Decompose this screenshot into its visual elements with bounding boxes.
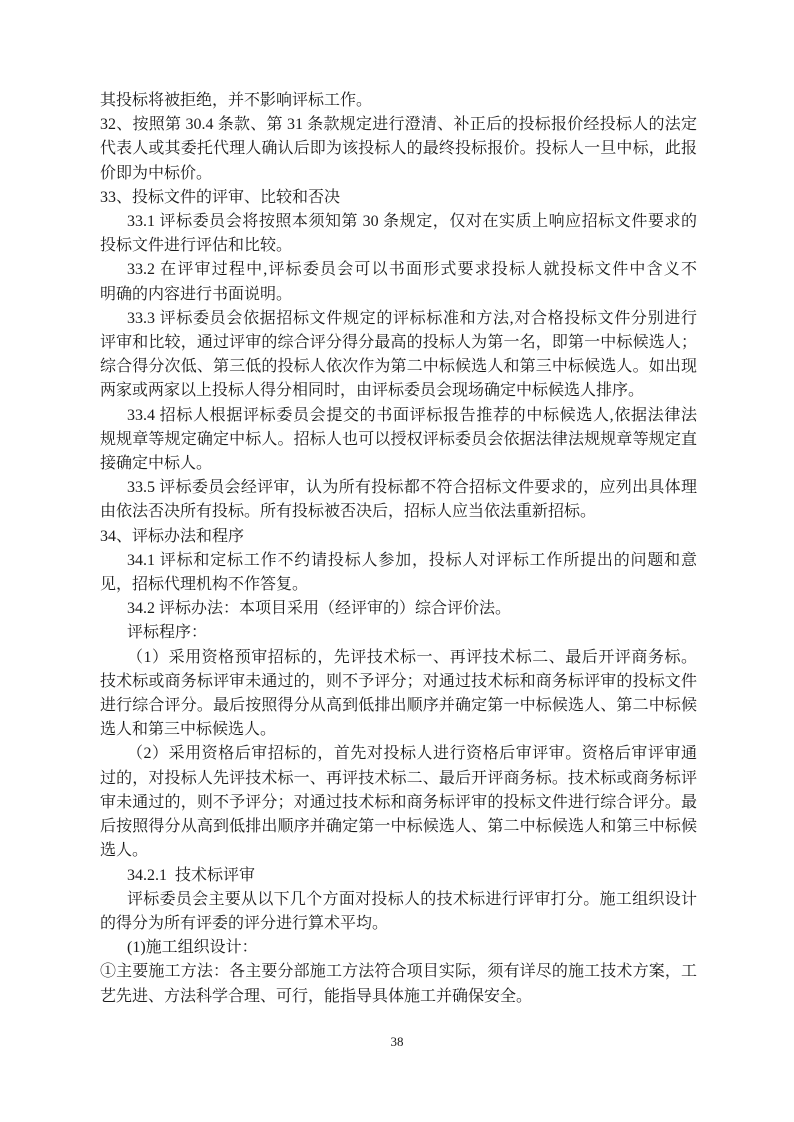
doc-line: 33、投标文件的评审、比较和否决 <box>100 188 341 206</box>
doc-line: 选人和第三中标候选人。 <box>100 721 277 739</box>
doc-line: 33.2 在评审过程中,评标委员会可以书面形式要求投标人就投标文件中含义不 <box>127 261 697 279</box>
doc-line: 综合得分次低、第三低的投标人依次作为第二中标候选人和第三中标候选人。如出现 <box>100 358 697 376</box>
doc-line: 规规章等规定确定中标人。招标人也可以授权评标委员会依据法律法规规章等规定直 <box>100 430 697 448</box>
doc-line: 艺先进、方法科学合理、可行，能指导具体施工并确保安全。 <box>100 987 533 1005</box>
doc-line: 由依法否决所有投标。所有投标被否决后，招标人应当依法重新招标。 <box>100 503 597 521</box>
doc-line: 34.2 评标办法：本项目采用（经评审的）综合评价法。 <box>127 600 512 618</box>
doc-line: 34.2.1 技术标评审 <box>127 866 256 884</box>
doc-line: ①主要施工方法：各主要分部施工方法符合项目实际，须有详尽的施工技术方案，工 <box>100 963 697 981</box>
doc-line: 评标程序： <box>127 624 208 642</box>
doc-line: 投标文件进行评估和比较。 <box>100 237 293 255</box>
doc-line: 价即为中标价。 <box>100 164 213 182</box>
doc-line: 评审和比较，通过评审的综合评分得分最高的投标人为第一名，即第一中标候选人； <box>100 334 697 352</box>
document-text-block <box>100 89 697 1009</box>
doc-line: 评标委员会主要从以下几个方面对投标人的技术标进行评审打分。施工组织设计 <box>127 890 697 908</box>
doc-line: 33.3 评标委员会依据招标文件规定的评标标准和方法,对合格投标文件分别进行 <box>127 309 697 327</box>
doc-line: 代表人或其委托代理人确认后即为该投标人的最终投标报价。投标人一旦中标，此报 <box>100 140 697 158</box>
doc-line: 技术标或商务标评审未通过的，则不予评分；对通过技术标和商务标评审的投标文件 <box>100 672 697 690</box>
doc-line: 接确定中标人。 <box>100 455 213 473</box>
doc-line: (1)施工组织设计： <box>127 939 258 957</box>
doc-line: 进行综合评分。最后按照得分从高到低排出顺序并确定第一中标候选人、第二中标候 <box>100 697 697 715</box>
doc-line: 两家或两家以上投标人得分相同时，由评标委员会现场确定中标候选人排序。 <box>100 382 645 400</box>
doc-line: 后按照得分从高到低排出顺序并确定第一中标候选人、第二中标候选人和第三中标候 <box>100 818 697 836</box>
doc-line: 见，招标代理机构不作答复。 <box>100 576 309 594</box>
page-number: 38 <box>390 1034 404 1049</box>
doc-line: 33.5 评标委员会经评审，认为所有投标都不符合招标文件要求的，应列出具体理 <box>127 479 697 497</box>
doc-line: 33.4 招标人根据评标委员会提交的书面评标报告推荐的中标候选人,依据法律法 <box>127 406 697 424</box>
doc-line: 34.1 评标和定标工作不约请投标人参加，投标人对评标工作所提出的问题和意 <box>127 551 697 569</box>
doc-line: 审未通过的，则不予评分；对通过技术标和商务标评审的投标文件进行综合评分。最 <box>100 793 697 811</box>
doc-line: （1）采用资格预审招标的，先评技术标一、再评技术标二、最后开评商务标。 <box>127 648 697 666</box>
doc-line: （2）采用资格后审招标的，首先对投标人进行资格后审评审。资格后审评审通 <box>127 745 697 763</box>
doc-line: 的得分为所有评委的评分进行算术平均。 <box>100 914 389 932</box>
doc-line: 33.1 评标委员会将按照本须知第 30 条规定，仅对在实质上响应招标文件要求的 <box>127 213 697 231</box>
doc-line: 选人。 <box>100 842 149 860</box>
doc-line: 其投标将被拒绝，并不影响评标工作。 <box>100 92 373 109</box>
doc-line: 34、评标办法和程序 <box>100 527 245 545</box>
doc-line: 明确的内容进行书面说明。 <box>100 285 293 303</box>
doc-line: 过的，对投标人先评技术标一、再评技术标二、最后开评商务标。技术标或商务标评 <box>100 769 697 787</box>
doc-line: 32、按照第 30.4 条款、第 31 条款规定进行澄清、补正后的投标报价经投标人的法定 <box>100 116 697 134</box>
